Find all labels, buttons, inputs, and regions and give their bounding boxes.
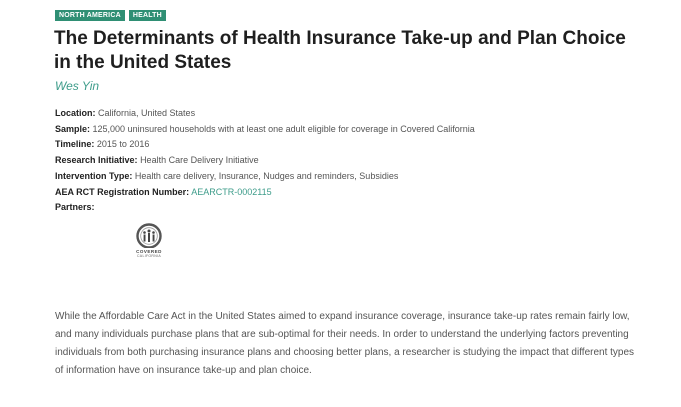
aea-rct-link[interactable]: AEARCTR-0002115 [191,186,272,197]
covered-california-logo[interactable] [131,222,167,264]
meta-timeline [55,137,475,153]
page-title: The Determinants of Health Insurance Take-up and Plan Choice in the United States [54,28,626,73]
tag-north-america[interactable]: NORTH AMERICA [55,10,125,21]
tag-list [55,10,166,21]
meta-intervention-type [55,169,475,185]
meta-timeline-label: Timeline: [55,139,95,150]
study-metadata [55,106,475,216]
meta-research-initiative-label: Research Initiative: [55,155,138,166]
meta-partners [55,200,475,216]
study-description: While the Affordable Care Act in the United States aimed to expand insurance coverage, insurance take-up rates remain fairly low, and many individuals purchase plans that are sub-optimal for their needs. In order to understand the underlying factors preventing individuals from both purchasing insurance plans and choosing better plans, a researcher is studying the impact that different types of information have on insurance take-up and plan choice. [55,311,635,376]
meta-aea-rct [55,185,475,201]
meta-sample-label: Sample: [55,123,91,134]
meta-location [55,106,475,122]
meta-research-initiative-value[interactable]: Health Care Delivery Initiative [140,155,259,166]
meta-timeline-value: 2015 to 2016 [96,139,150,150]
meta-intervention-type-value[interactable]: Health care delivery, Insurance, Nudges and reminders, Subsidies [134,170,399,181]
meta-intervention-type-label: Intervention Type: [55,170,133,181]
covered-california-emblem-icon [134,222,164,248]
tag-health[interactable]: HEALTH [129,10,166,21]
author-link[interactable]: Wes Yin [55,79,100,93]
meta-partners-label: Partners: [55,202,95,213]
meta-research-initiative [55,153,475,169]
meta-location-value: California, United States [98,108,196,118]
logo-text-california: CALIFORNIA [136,254,161,258]
meta-location-label: Location: [55,108,96,118]
meta-sample-value: 125,000 uninsured households with at least one adult eligible for coverage in Covered California [92,123,475,134]
logo-text-covered: COVERED [136,249,162,254]
meta-sample [55,122,475,138]
meta-aea-rct-label: AEA RCT Registration Number: [55,186,190,197]
